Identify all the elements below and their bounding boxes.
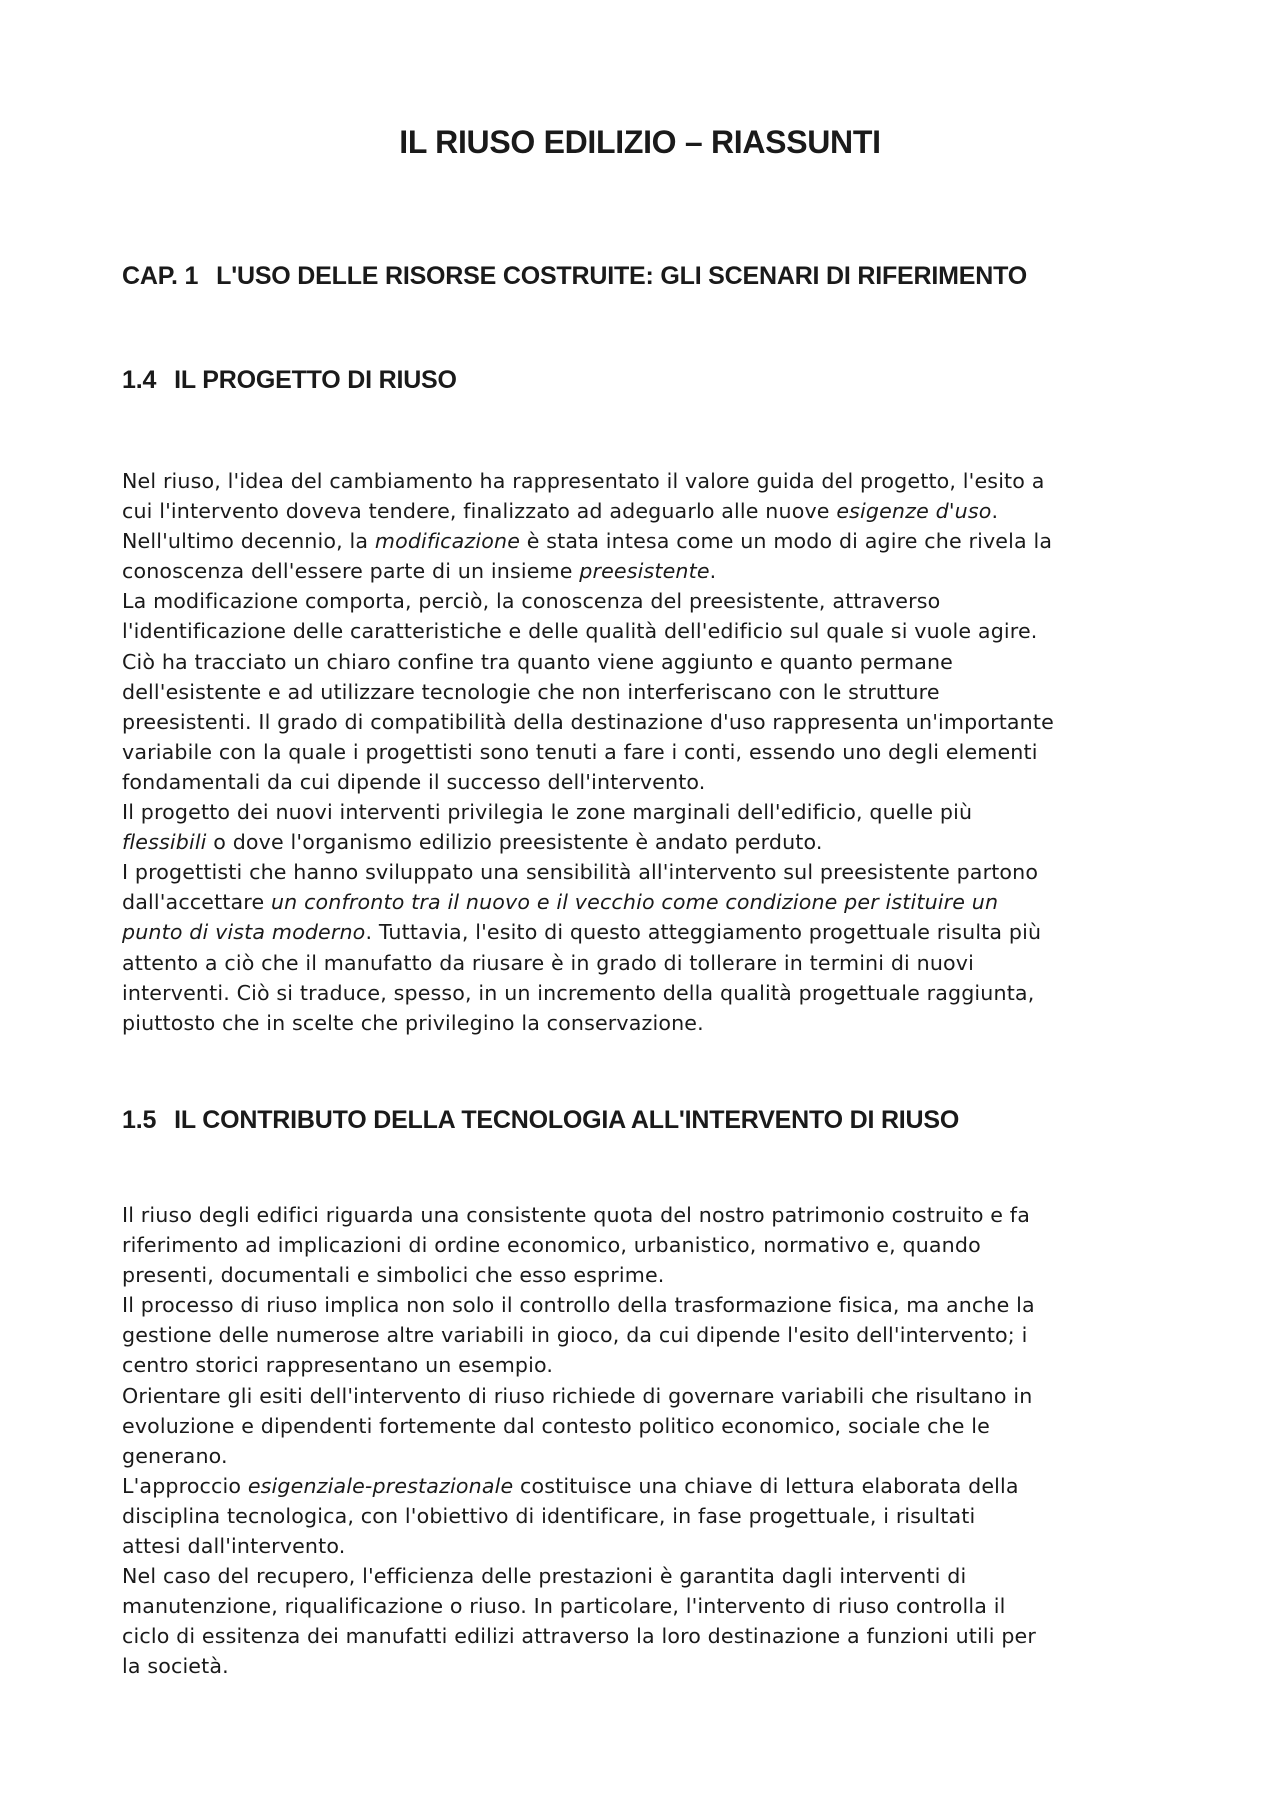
section-1-4-heading [122,366,457,395]
text-segment: cui l'intervento doveva tendere, finalizzato ad adeguarlo alle nuove [122,499,837,524]
text-line [122,1441,1182,1471]
text-segment: riferimento ad implicazioni di ordine economico, urbanistico, normativo e, quando [122,1233,981,1258]
text-segment: evoluzione e dipendenti fortemente dal contesto politico economico, sociale che le [122,1413,990,1438]
text-segment: Ciò ha tracciato un chiaro confine tra quanto viene aggiunto e quanto permane [122,649,953,674]
italic-text: modificazione [374,529,521,554]
text-segment: presenti, documentali e simbolici che esso esprime. [122,1263,665,1288]
text-line [122,1531,1182,1561]
text-line [122,978,1182,1008]
text-line [122,496,1182,526]
text-segment: generano. [122,1443,228,1468]
text-segment: dell'esistente e ad utilizzare tecnologie che non interferiscano con le strutture [122,679,940,704]
text-line [122,917,1182,947]
text-line [122,948,1182,978]
text-line [122,1591,1182,1621]
text-line [122,797,1182,827]
chapter-title: L'USO DELLE RISORSE COSTRUITE: GLI SCENARI DI RIFERIMENTO [216,262,1027,290]
text-segment: o dove l'organismo edilizio preesistente è andato perduto. [206,830,823,855]
text-line [122,767,1182,797]
text-segment: . [991,499,999,524]
section-1-5-title: IL CONTRIBUTO DELLA TECNOLOGIA ALL'INTERVENTO DI RIUSO [174,1106,960,1134]
section-1-5-heading [122,1106,959,1135]
text-segment: . Tuttavia, l'esito di questo atteggiamento progettuale risulta più [365,920,1042,945]
section-1-5-body [122,1200,1182,1682]
text-line [122,616,1182,646]
text-segment: interventi. Ciò si traduce, spesso, in un incremento della qualità progettuale raggiunta, [122,980,1035,1005]
section-1-4-title: IL PROGETTO DI RIUSO [174,366,457,394]
text-line [122,677,1182,707]
text-line [122,1290,1182,1320]
text-line [122,1320,1182,1350]
text-segment: attesi dall'intervento. [122,1534,346,1559]
text-segment: I progettisti che hanno sviluppato una sensibilità all'intervento sul preesistente partono [122,860,1039,885]
text-segment: costituisce una chiave di lettura elaborata della [513,1473,1019,1498]
document-title: IL RIUSO EDILIZIO – RIASSUNTI [399,124,881,160]
italic-text: flessibili [122,830,207,855]
text-line [122,1230,1182,1260]
text-segment: manutenzione, riqualificazione o riuso. In particolare, l'intervento di riuso controlla il [122,1594,1006,1619]
italic-text: esigenziale-prestazionale [247,1473,514,1498]
text-line [122,586,1182,616]
text-segment: variabile con la quale i progettisti sono tenuti a fare i conti, essendo uno degli elementi [122,739,1038,764]
text-segment: ciclo di essitenza dei manufatti edilizi attraverso la loro destinazione a funzioni utili per [122,1624,1036,1649]
text-line [122,526,1182,556]
text-segment: l'identificazione delle caratteristiche e delle qualità dell'edificio sul quale si vuole agire. [122,619,1038,644]
text-segment: Nell'ultimo decennio, la [122,529,375,554]
text-segment: Il riuso degli edifici riguarda una consistente quota del nostro patrimonio costruito e fa [122,1203,1030,1227]
text-line [122,857,1182,887]
text-segment: Il progetto dei nuovi interventi privilegia le zone marginali dell'edificio, quelle più [122,800,973,825]
chapter-number: CAP. 1 [122,262,199,290]
text-segment: fondamentali da cui dipende il successo dell'intervento. [122,769,706,794]
text-line [122,1008,1182,1038]
section-1-4-number: 1.4 [122,366,157,394]
text-line [122,1200,1182,1230]
text-line [122,707,1182,737]
text-segment: Il processo di riuso implica non solo il controllo della trasformazione fisica, ma anche la [122,1293,1035,1318]
text-line [122,1381,1182,1411]
text-segment: piuttosto che in scelte che privilegino la conservazione. [122,1010,704,1035]
text-line [122,1621,1182,1651]
text-line [122,556,1182,586]
text-line [122,737,1182,767]
section-1-5-number: 1.5 [122,1106,157,1134]
text-segment: la società. [122,1654,229,1679]
text-segment: L'approccio [122,1473,248,1498]
text-segment: Nel riuso, l'idea del cambiamento ha rappresentato il valore guida del progetto, l'esito a [122,469,1045,493]
text-line [122,1411,1182,1441]
text-segment: preesistenti. Il grado di compatibilità della destinazione d'uso rappresenta un'importante [122,709,1054,734]
text-segment: . [709,559,717,584]
text-line [122,466,1182,496]
italic-text: un confronto tra il nuovo e il vecchio come condizione per istituire un [270,890,999,915]
text-segment: Nel caso del recupero, l'efficienza delle prestazioni è garantita dagli interventi di [122,1564,967,1589]
text-line [122,827,1182,857]
text-line [122,1260,1182,1290]
text-line [122,647,1182,677]
text-line [122,1350,1182,1380]
italic-text: esigenze d'uso [836,499,992,524]
italic-text: preesistente [579,559,710,584]
text-segment: attento a ciò che il manufatto da riusare è in grado di tollerare in termini di nuovi [122,950,974,975]
text-segment: Orientare gli esiti dell'intervento di riuso richiede di governare variabili che risultano in [122,1383,1033,1408]
section-1-4-body [122,466,1182,1038]
chapter-heading [122,262,1027,291]
text-segment: gestione delle numerose altre variabili in gioco, da cui dipende l'esito dell'intervento; i [122,1323,1028,1348]
text-segment: è stata intesa come un modo di agire che rivela la [520,529,1053,554]
text-line [122,1471,1182,1501]
text-line [122,1651,1182,1681]
text-segment: dall'accettare [122,890,271,915]
text-segment: disciplina tecnologica, con l'obiettivo di identificare, in fase progettuale, i risultati [122,1503,976,1528]
text-segment: centro storici rappresentano un esempio. [122,1353,554,1378]
italic-text: punto di vista moderno [122,920,366,945]
text-line [122,1501,1182,1531]
text-line [122,887,1182,917]
text-line [122,1561,1182,1591]
text-segment: conoscenza dell'essere parte di un insieme [122,559,580,584]
text-segment: La modificazione comporta, perciò, la conoscenza del preesistente, attraverso [122,589,941,614]
